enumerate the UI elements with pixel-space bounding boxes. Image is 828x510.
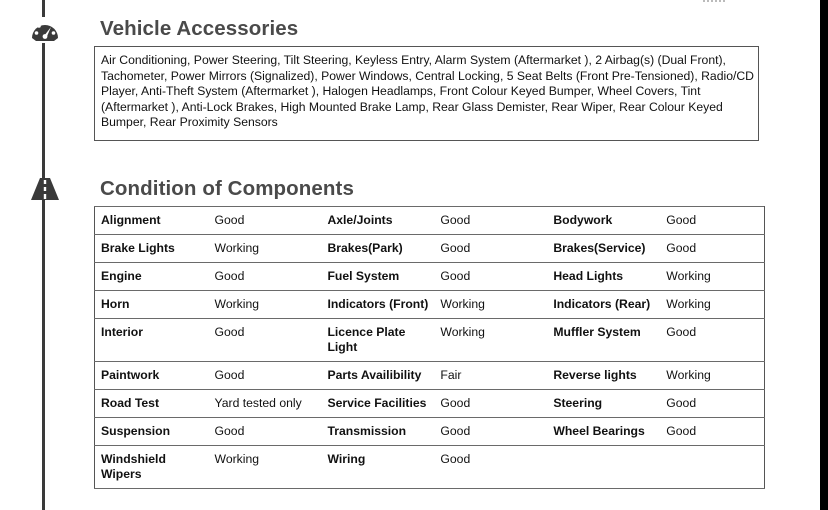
table-row [95,390,765,418]
component-status: Good [209,319,322,362]
table-row [95,263,765,291]
table-row [95,319,765,362]
component-label: Fuel System [321,263,434,291]
table-row [95,291,765,319]
page-edge [820,0,828,510]
component-label: Service Facilities [321,390,434,418]
component-status: Working [660,291,764,319]
component-label: Axle/Joints [321,207,434,235]
component-status: Good [434,418,547,446]
component-status: Working [434,319,547,362]
component-label: Alignment [95,207,209,235]
component-label: Brakes(Service) [547,235,660,263]
component-status: Working [434,291,547,319]
component-status [660,446,764,489]
condition-table [94,206,765,489]
component-status: Working [209,235,322,263]
component-label: Reverse lights [547,362,660,390]
vehicle-accessories-list: Air Conditioning, Power Steering, Tilt Steering, Keyless Entry, Alarm System (Aftermarket ), 2 Airbag(s) (Dual Front), Tachometer, Power Mirrors (Signalized), Power Windows, Central Locking, 5 Seat Belts (Front Pre-Tensioned), Radio/CD Player, Anti-Theft System (Aftermarket ), Halogen Headlamps, Front Colour Keyed Bumper, Wheel Covers, Tint (Aftermarket ), Anti-Lock Brakes, High Mounted Brake Lamp, Rear Glass Demister, Rear Wiper, Rear Colour Keyed Bumper, Rear Proximity Sensors [94,46,759,141]
component-status: Working [660,263,764,291]
component-label: Road Test [95,390,209,418]
component-label: Wheel Bearings [547,418,660,446]
component-status: Good [434,263,547,291]
table-row [95,362,765,390]
component-status: Yard tested only [209,390,322,418]
component-label: Head Lights [547,263,660,291]
cropped-mark [700,0,730,4]
component-status: Working [209,291,322,319]
component-label: Transmission [321,418,434,446]
component-label: Horn [95,291,209,319]
table-row [95,207,765,235]
component-label: Brakes(Park) [321,235,434,263]
component-status: Good [434,235,547,263]
component-label: Wiring [321,446,434,489]
component-label: Muffler System [547,319,660,362]
component-label: Steering [547,390,660,418]
component-label [547,446,660,489]
speedometer-icon [30,17,60,43]
component-status: Fair [434,362,547,390]
component-status: Good [660,319,764,362]
component-status: Good [434,390,547,418]
component-status: Working [660,362,764,390]
component-label: Engine [95,263,209,291]
component-status: Good [660,418,764,446]
component-status: Working [209,446,322,489]
component-status: Good [209,362,322,390]
road-icon [31,178,59,200]
component-status: Good [209,263,322,291]
component-label: Brake Lights [95,235,209,263]
component-label: Indicators (Rear) [547,291,660,319]
component-status: Good [209,207,322,235]
timeline-line [42,0,45,510]
component-status: Good [434,207,547,235]
component-label: Indicators (Front) [321,291,434,319]
component-label: Paintwork [95,362,209,390]
vehicle-accessories-heading: Vehicle Accessories [100,17,299,40]
component-label: Licence Plate Light [321,319,434,362]
component-status: Good [660,235,764,263]
condition-of-components-heading: Condition of Components [100,177,354,200]
table-row [95,418,765,446]
component-label: Suspension [95,418,209,446]
component-label: Windshield Wipers [95,446,209,489]
component-label: Parts Availibility [321,362,434,390]
component-status: Good [209,418,322,446]
component-status: Good [434,446,547,489]
table-row [95,446,765,489]
component-label: Interior [95,319,209,362]
component-label: Bodywork [547,207,660,235]
component-status: Good [660,207,764,235]
component-status: Good [660,390,764,418]
table-row [95,235,765,263]
